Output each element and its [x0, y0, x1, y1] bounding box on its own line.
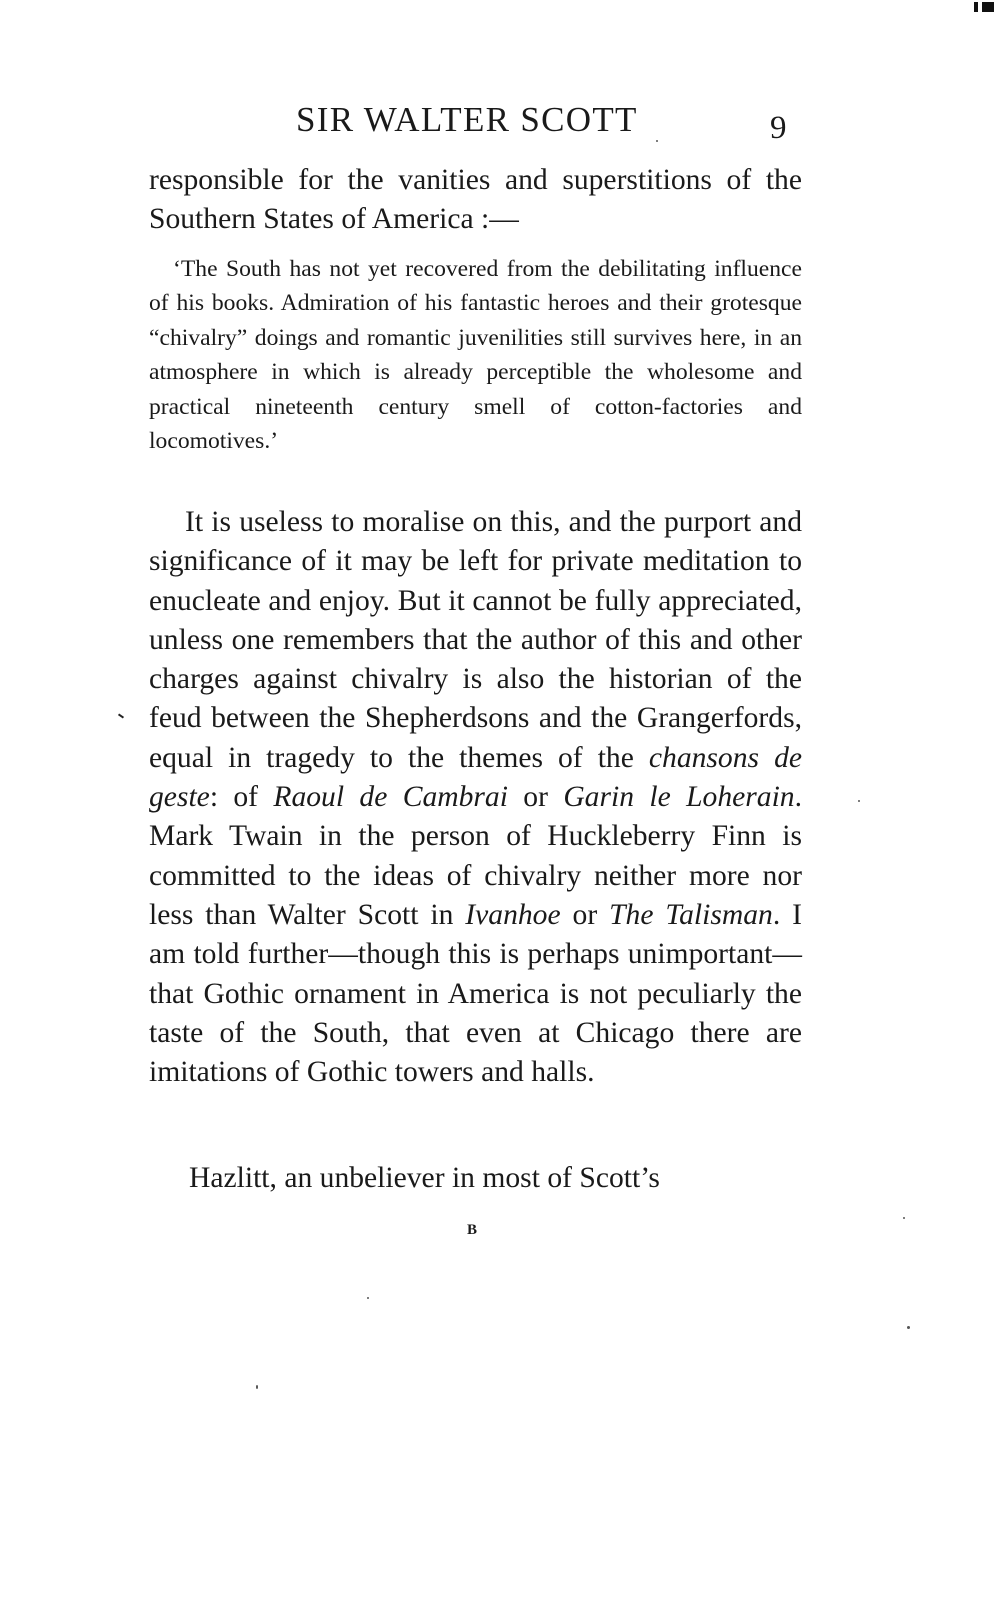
scan-speck — [256, 1385, 258, 1389]
signature-mark: B — [467, 1222, 479, 1238]
paragraph-3: Hazlitt, an unbeliever in most of Scott’s — [189, 1162, 660, 1194]
italic-ivanhoe: Ivanhoe — [465, 898, 561, 931]
scan-speck — [858, 800, 860, 802]
scan-speck — [367, 1297, 369, 1299]
paragraph-2-text-6: . I am told further—though this is perhaps unimportant—that Gothic ornament in America is not peculiarly the taste of the South, that even at Chicago there are imitations of Gothic towers and halls. — [149, 898, 802, 1089]
italic-garin-le-loherain: Garin le Loherain — [563, 781, 795, 814]
page-number: 9 — [770, 110, 787, 146]
italic-raoul-de-cambrai: Raoul de Cambrai — [273, 781, 508, 814]
paragraph-2-text-5: or — [560, 898, 610, 931]
italic-the-talisman: The Talisman — [609, 898, 773, 931]
italic-chansons-de-geste: chansons de geste — [149, 741, 803, 814]
scan-corner-mark — [974, 2, 996, 12]
paragraph-2-text-4: . Mark Twain in the person of Huckleberry Finn is committed to the ideas of chivalry neither more nor less than Walter Scott in — [149, 781, 802, 931]
block-quote: ‘The South has not yet recovered from the debilitating influence of his books. Admiration of his fantastic heroes and their grotesque “chivalry” doings and romantic juvenilities still survives here, in an atmosphere in which is already perceptible the wholesome and practical nineteenth century smell of cotton-factories and locomotives.’ — [149, 256, 802, 455]
scan-speck — [907, 1326, 910, 1329]
scan-speck — [656, 140, 658, 142]
paragraph-1: responsible for the vanities and superstitions of the Southern States of America :— — [149, 164, 802, 236]
paragraph-2-text-2: : of — [209, 781, 274, 814]
scan-speck — [903, 1217, 905, 1219]
paragraph-2 — [149, 503, 802, 1092]
paragraph-2-text-3: or — [507, 781, 564, 814]
running-title: SIR WALTER SCOTT — [296, 100, 638, 139]
margin-mark — [118, 713, 124, 718]
running-head — [0, 100, 1000, 144]
paragraph-2-text-1: It is useless to moralise on this, and the purport and significance of it may be left for private meditation to enucleate and enjoy. But it cannot be fully appreciated, unless one remembers that the author of this and other charges against chivalry is also the historian of the feud between the Shepherdsons and the Grangerfords, equal in tragedy to the themes of the — [149, 506, 802, 774]
